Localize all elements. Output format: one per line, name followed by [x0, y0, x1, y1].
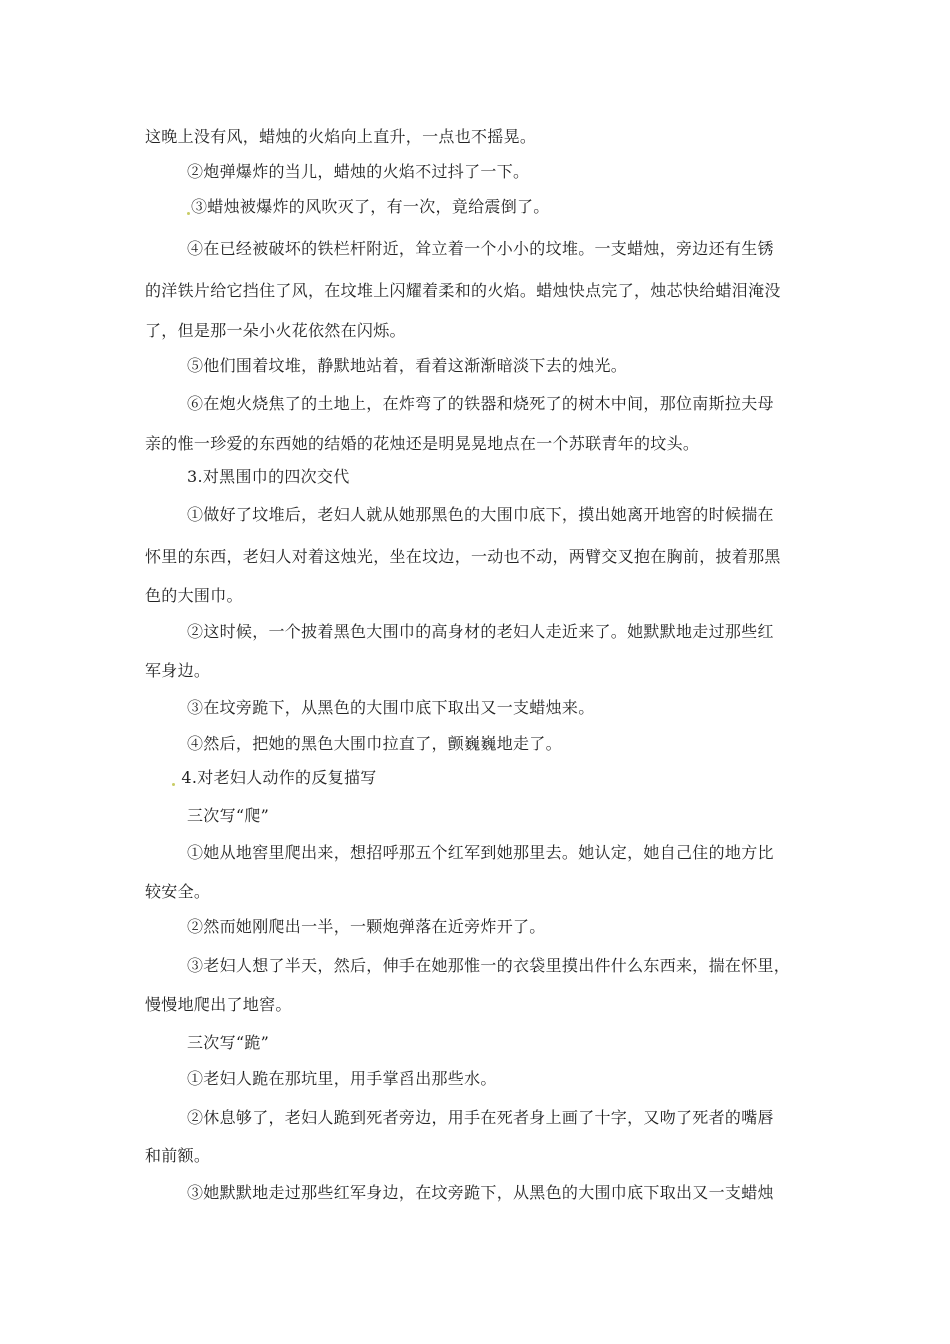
- text-line: 怀里的东西，老妇人对着这烛光，坐在坟边，一动也不动，两臂交叉抱在胸前，披着那黑: [145, 547, 781, 566]
- text-line: ②休息够了，老妇人跪到死者旁边，用手在死者身上画了十字，又吻了死者的嘴唇: [187, 1108, 774, 1127]
- text-line: 慢慢地爬出了地窖。: [145, 995, 292, 1014]
- text-line: 这晚上没有风，蜡烛的火焰向上直升，一点也不摇晃。: [145, 127, 537, 146]
- sub-heading: 三次写“爬”: [187, 806, 270, 825]
- text-line: ③她默默地走过那些红军身边，在坟旁跪下，从黑色的大围巾底下取出又一支蜡烛: [187, 1183, 774, 1202]
- text-line: ③在坟旁跪下，从黑色的大围巾底下取出又一支蜡烛来。: [187, 698, 595, 717]
- sub-heading: 三次写“跪”: [187, 1033, 270, 1052]
- marker-dot-icon: [172, 783, 175, 786]
- section-heading: [172, 768, 377, 788]
- section-heading: 3.对黑围巾的四次交代: [187, 467, 350, 486]
- text-line: ④在已经被破坏的铁栏杆附近，耸立着一个小小的坟堆。一支蜡烛，旁边还有生锈: [187, 239, 774, 258]
- text-line-content: ③蜡烛被爆炸的风吹灭了，有一次，竟给震倒了。: [191, 197, 550, 216]
- text-line: ②然而她刚爬出一半，一颗炮弹落在近旁炸开了。: [187, 917, 546, 936]
- text-line: 的洋铁片给它挡住了风，在坟堆上闪耀着柔和的火焰。蜡烛快点完了，烛芯快给蜡泪淹没: [145, 281, 781, 300]
- text-line: 和前额。: [145, 1146, 211, 1165]
- text-line: ⑤他们围着坟堆，静默地站着，看着这渐渐暗淡下去的烛光。: [187, 356, 628, 375]
- text-line: 色的大围巾。: [145, 586, 243, 605]
- text-line: ①她从地窖里爬出来，想招呼那五个红军到她那里去。她认定，她自己住的地方比: [187, 843, 774, 862]
- text-line: ②炮弹爆炸的当儿，蜡烛的火焰不过抖了一下。: [187, 162, 530, 181]
- text-line: ①老妇人跪在那坑里，用手掌舀出那些水。: [187, 1069, 497, 1088]
- text-line: ③老妇人想了半天，然后，伸手在她那惟一的衣袋里摸出件什么东西来，揣在怀里，: [187, 956, 791, 975]
- text-line: 军身边。: [145, 661, 211, 680]
- marker-dot-icon: [187, 212, 190, 215]
- text-line: ④然后，把她的黑色大围巾拉直了，颤巍巍地走了。: [187, 734, 562, 753]
- text-line: ①做好了坟堆后，老妇人就从她那黑色的大围巾底下，摸出她离开地窖的时候揣在: [187, 505, 774, 524]
- text-line: ②这时候，一个披着黑色大围巾的高身材的老妇人走近来了。她默默地走过那些红: [187, 622, 774, 641]
- text-line: ⑥在炮火烧焦了的土地上，在炸弯了的铁器和烧死了的树木中间，那位南斯拉夫母: [187, 394, 774, 413]
- section-heading-text: 4.对老妇人动作的反复描写: [181, 768, 377, 787]
- text-line: 亲的惟一珍爱的东西她的结婚的花烛还是明晃晃地点在一个苏联青年的坟头。: [145, 434, 700, 453]
- text-line: 了，但是那一朵小火花依然在闪烁。: [145, 321, 406, 340]
- text-line: [187, 197, 550, 217]
- text-line: 较安全。: [145, 882, 211, 901]
